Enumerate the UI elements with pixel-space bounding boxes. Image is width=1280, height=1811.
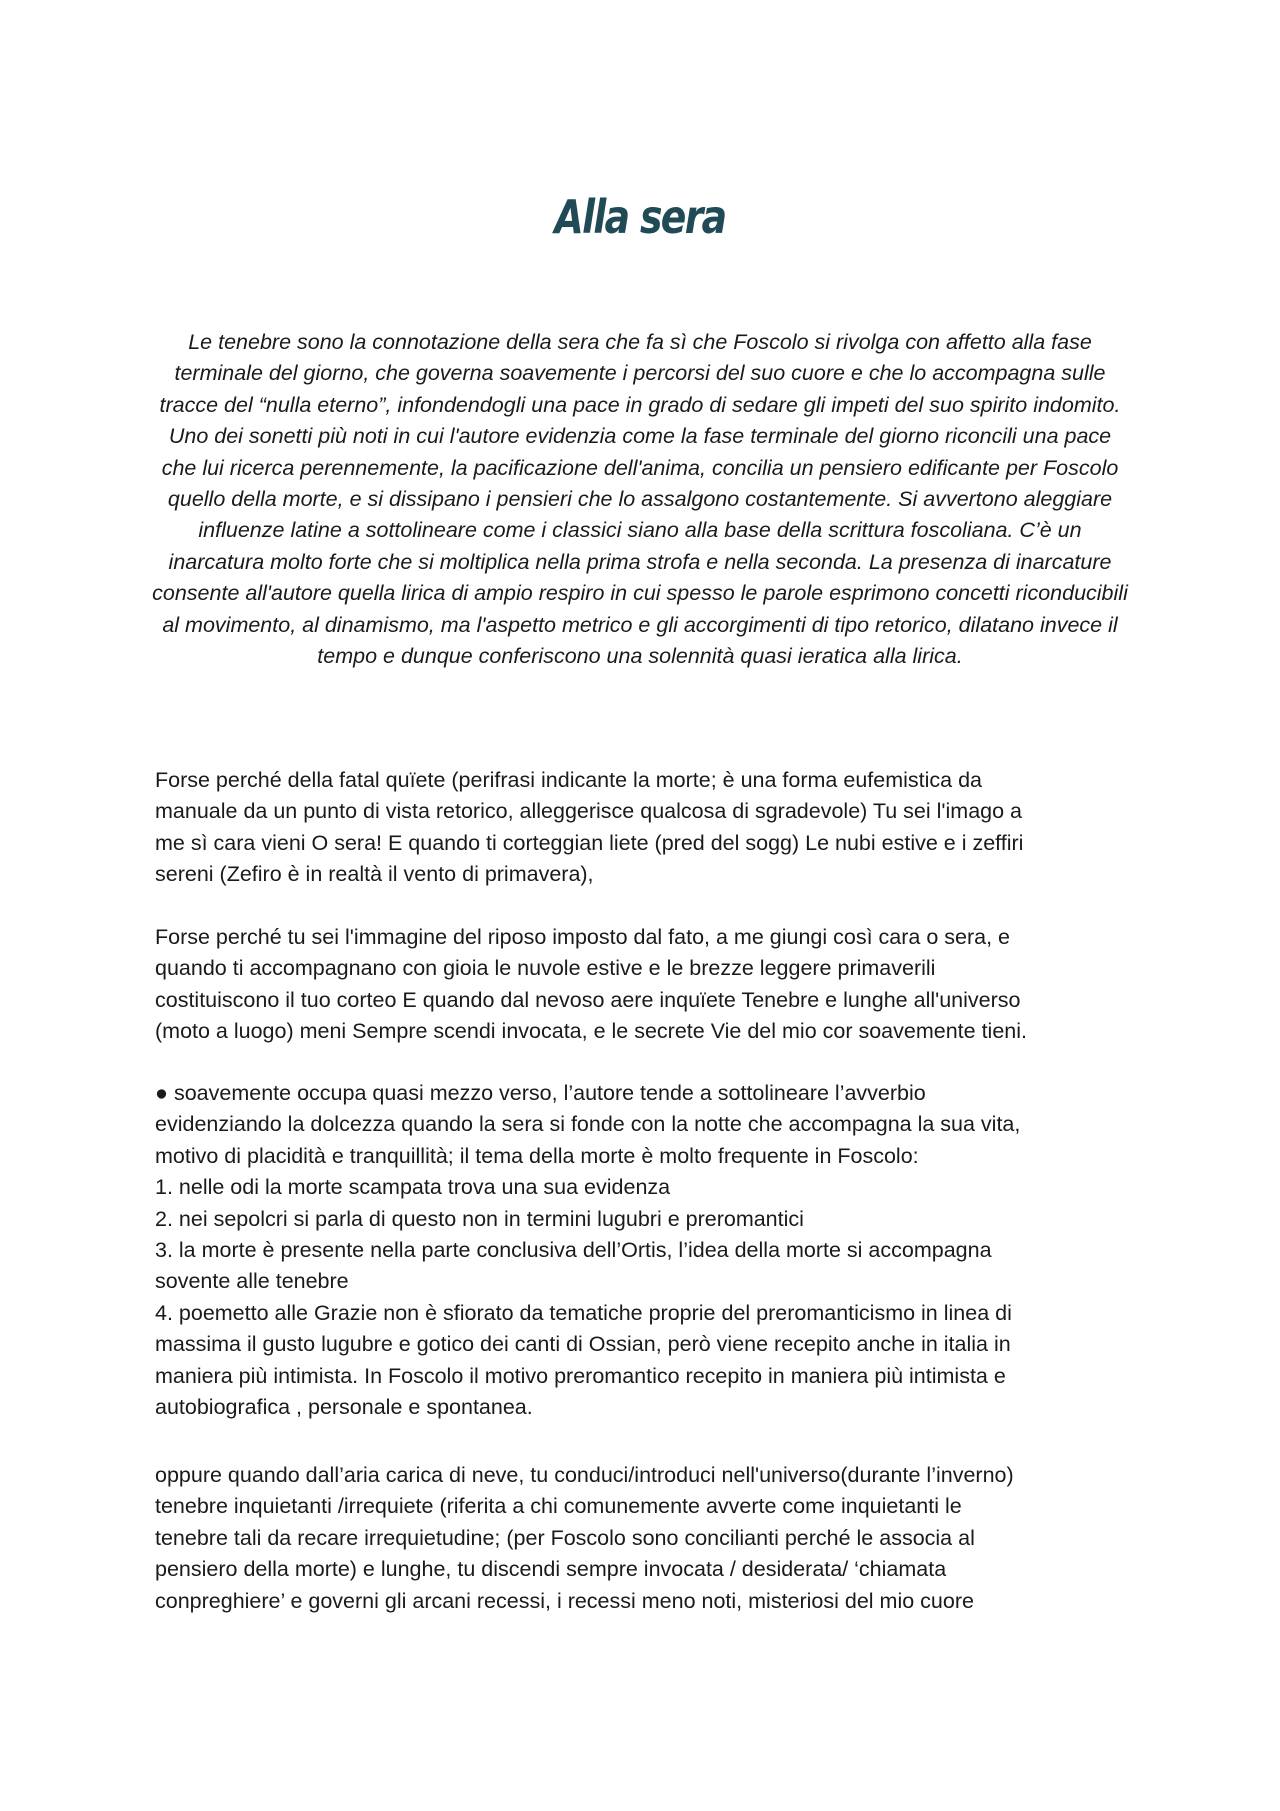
- text-line: conpreghiere’ e governi gli arcani recessi, i recessi meno noti, misteriosi del mio cuore: [155, 1588, 974, 1613]
- text-line: evidenziando la dolcezza quando la sera si fonde con la notte che accompagna la sua vita,: [155, 1112, 1021, 1137]
- intro-paragraph: Le tenebre sono la connotazione della sera che fa sì che Foscolo si rivolga con affetto alla fase terminale del giorno, che governa soavemente i percorsi del suo cuore e che lo accompagna sulle tracce del “nulla eterno”, infondendogli una pace in grado di sedare gli impeti del suo spirito indomito. Uno dei sonetti più noti in cui l'autore evidenzia come la fase terminale del giorno riconcili una pace che lui ricerca perennemente, la pacificazione dell'anima, concilia un pensiero edificante per Foscolo quello della morte, e si dissipano i pensieri che lo assalgono costantemente. Si avvertono aleggiare influenze latine a sottolineare come i classici siano alla base della scrittura foscoliana. C’è un inarcatura molto forte che si moltiplica nella prima strofa e nella seconda. La presenza di inarcature consente all'autore quella lirica di ampio respiro in cui spesso le parole esprimono concetti riconducibili al movimento, al dinamismo, ma l'aspetto metrico e gli accorgimenti di tipo retorico, dilatano invece il tempo e dunque conferiscono una solennità quasi ieratica alla lirica.: [152, 330, 1128, 669]
- list-item: maniera più intimista. In Foscolo il motivo preromantico recepito in maniera più intimista e: [155, 1363, 1006, 1388]
- text-line: tenebre tali da recare irrequietudine; (per Foscolo sono concilianti perché le associa al: [155, 1525, 975, 1550]
- paragraph-verse-commentary: [155, 765, 1145, 891]
- text-line: quando ti accompagnano con gioia le nuvole estive e le brezze leggere primaverili: [155, 956, 936, 981]
- bullet-icon: ●: [155, 1081, 168, 1105]
- text-line: tenebre inquietanti /irrequiete (riferita a chi comunemente avverte come inquietanti le: [155, 1494, 962, 1519]
- text-line: (moto a luogo) meni Sempre scendi invocata, e le secrete Vie del mio cor soavemente tieni.: [155, 1019, 1027, 1044]
- text-line: Forse perché tu sei l'immagine del riposo imposto dal fato, a me giungi così cara o sera, e: [155, 925, 1010, 949]
- list-item: 4. poemetto alle Grazie non è sfiorato da tematiche proprie del preromanticismo in linea di: [155, 1300, 1012, 1325]
- list-item: autobiografica , personale e spontanea.: [155, 1395, 533, 1420]
- text-line: me sì cara vieni O sera! E quando ti corteggian liete (pred del sogg) Le nubi estive e i zeffiri: [155, 830, 1024, 855]
- page-title: Alla sera: [554, 190, 726, 244]
- text-line: pensiero della morte) e lunghe, tu discendi sempre invocata / desiderata/ ‘chiamata: [155, 1557, 947, 1582]
- text-line: motivo di placidità e tranquillità; il tema della morte è molto frequente in Foscolo:: [155, 1143, 919, 1168]
- text-line: sereni (Zefiro è in realtà il vento di primavera),: [155, 862, 594, 887]
- bullet-text: soavemente occupa quasi mezzo verso, l’autore tende a sottolineare l’avverbio: [168, 1081, 926, 1105]
- text-line: costituiscono il tuo corteo E quando dal nevoso aere inquïete Tenebre e lunghe all'universo: [155, 987, 1021, 1012]
- text-line: Forse perché della fatal quïete (perifrasi indicante la morte; è una forma eufemistica da: [155, 768, 982, 792]
- text-line: oppure quando dall’aria carica di neve, tu conduci/introduci nell'universo(durante l’inverno): [155, 1463, 1014, 1487]
- list-item: 3. la morte è presente nella parte conclusiva dell’Ortis, l’idea della morte si accompagna: [155, 1238, 992, 1263]
- list-item: sovente alle tenebre: [155, 1269, 349, 1294]
- paragraph-bullet-list: [155, 1078, 1145, 1423]
- list-item: 2. nei sepolcri si parla di questo non in termini lugubri e preromantici: [155, 1206, 804, 1231]
- bullet-item: [155, 1078, 1145, 1109]
- paragraph-winter-commentary: [155, 1460, 1145, 1617]
- text-line: manuale da un punto di vista retorico, alleggerisce qualcosa di sgradevole) Tu sei l'imago a: [155, 799, 1022, 824]
- list-item: massima il gusto lugubre e gotico dei canti di Ossian, però viene recepito anche in italia in: [155, 1332, 1011, 1357]
- list-item: 1. nelle odi la morte scampata trova una sua evidenza: [155, 1175, 671, 1200]
- paragraph-paraphrase: [155, 922, 1145, 1048]
